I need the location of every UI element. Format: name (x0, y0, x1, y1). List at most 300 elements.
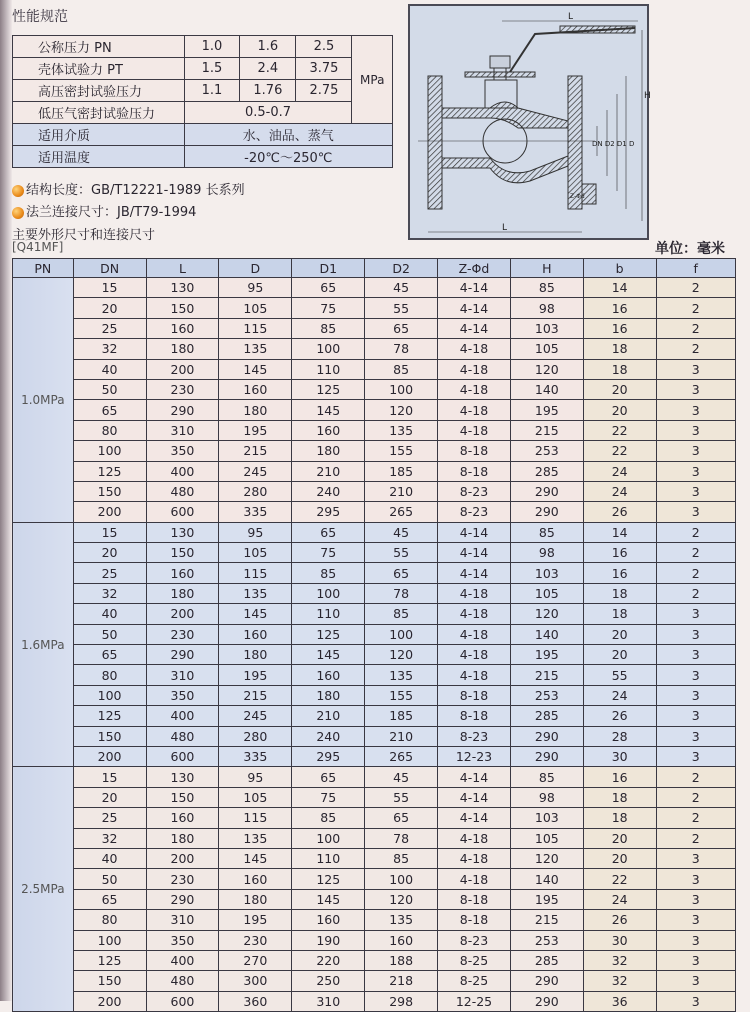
table-cell-h: 285 (510, 706, 583, 726)
table-cell-l: 130 (146, 767, 219, 787)
note-text: 法兰连接尺寸：JB/T79-1994 (26, 205, 197, 220)
table-cell-d2: 65 (365, 318, 438, 338)
table-cell-l: 290 (146, 645, 219, 665)
table-cell-d2: 100 (365, 379, 438, 399)
table-cell-d1: 100 (292, 828, 365, 848)
table-cell-l: 480 (146, 726, 219, 746)
table-cell-f: 2 (656, 298, 736, 318)
table-cell-f: 2 (656, 543, 736, 563)
table-cell-d1: 100 (292, 339, 365, 359)
table-cell-d2: 265 (365, 746, 438, 766)
table-cell-l: 180 (146, 339, 219, 359)
table-cell-b: 18 (583, 787, 656, 807)
table-cell-f: 2 (656, 828, 736, 848)
table-cell-d2: 100 (365, 869, 438, 889)
table-cell-d1: 145 (292, 889, 365, 909)
table-cell-f: 3 (656, 726, 736, 746)
table-row (13, 848, 736, 868)
table-cell-h: 290 (510, 481, 583, 501)
table-cell-d: 115 (219, 808, 292, 828)
table-cell-l: 290 (146, 400, 219, 420)
table-cell-l: 150 (146, 787, 219, 807)
spec-label: 壳体试验力 PT (13, 58, 185, 80)
table-cell-dn: 50 (73, 624, 146, 644)
table-cell-d: 180 (219, 400, 292, 420)
table-cell-zd: 4-18 (438, 359, 511, 379)
table-cell-dn: 125 (73, 950, 146, 970)
table-cell-dn: 80 (73, 910, 146, 930)
table-cell-dn: 65 (73, 400, 146, 420)
table-cell-dn: 100 (73, 685, 146, 705)
table-row (13, 400, 736, 420)
table-cell-dn: 25 (73, 808, 146, 828)
table-row (13, 828, 736, 848)
dimensions-title: 主要外形尺寸和连接尺寸 (12, 228, 156, 243)
table-cell-zd: 8-23 (438, 930, 511, 950)
table-cell-d1: 180 (292, 685, 365, 705)
table-cell-f: 3 (656, 950, 736, 970)
table-cell-f: 3 (656, 685, 736, 705)
table-cell-d: 160 (219, 624, 292, 644)
table-cell-l: 350 (146, 930, 219, 950)
table-cell-f: 3 (656, 706, 736, 726)
table-cell-zd: 4-18 (438, 828, 511, 848)
table-row (13, 726, 736, 746)
table-cell-f: 3 (656, 359, 736, 379)
table-cell-d: 215 (219, 441, 292, 461)
table-cell-d: 245 (219, 461, 292, 481)
table-cell-h: 290 (510, 971, 583, 991)
performance-spec-table (12, 35, 393, 168)
table-cell-d2: 218 (365, 971, 438, 991)
table-cell-d: 245 (219, 706, 292, 726)
table-row (13, 645, 736, 665)
table-cell-dn: 100 (73, 930, 146, 950)
table-cell-d: 195 (219, 420, 292, 440)
body-top (442, 102, 568, 128)
table-cell-b: 16 (583, 543, 656, 563)
table-cell-d: 180 (219, 645, 292, 665)
spec-row (13, 146, 393, 168)
table-cell-d2: 45 (365, 767, 438, 787)
table-cell-l: 400 (146, 706, 219, 726)
table-cell-d2: 155 (365, 441, 438, 461)
table-row (13, 706, 736, 726)
table-cell-h: 140 (510, 624, 583, 644)
spec-value: 2.5 (296, 36, 352, 58)
table-row (13, 379, 736, 399)
table-cell-h: 98 (510, 298, 583, 318)
spec-row (13, 36, 393, 58)
table-cell-d2: 78 (365, 583, 438, 603)
table-cell-d2: 135 (365, 665, 438, 685)
table-cell-b: 22 (583, 441, 656, 461)
table-cell-zd: 8-18 (438, 441, 511, 461)
table-cell-d1: 75 (292, 298, 365, 318)
spec-label: 高压密封试验压力 (13, 80, 185, 102)
table-row (13, 461, 736, 481)
spec-unit: MPa (352, 36, 393, 124)
column-header: H (510, 259, 583, 278)
table-cell-d1: 75 (292, 787, 365, 807)
table-cell-dn: 200 (73, 746, 146, 766)
table-cell-h: 120 (510, 848, 583, 868)
table-cell-h: 195 (510, 400, 583, 420)
table-cell-d2: 85 (365, 359, 438, 379)
table-cell-dn: 65 (73, 645, 146, 665)
table-cell-dn: 20 (73, 298, 146, 318)
column-header: L (146, 259, 219, 278)
table-row (13, 481, 736, 501)
table-cell-b: 36 (583, 991, 656, 1011)
table-cell-dn: 150 (73, 481, 146, 501)
table-row (13, 971, 736, 991)
table-row (13, 869, 736, 889)
table-cell-l: 400 (146, 950, 219, 970)
table-cell-zd: 8-18 (438, 461, 511, 481)
table-cell-b: 20 (583, 645, 656, 665)
table-cell-l: 130 (146, 522, 219, 542)
table-cell-b: 20 (583, 828, 656, 848)
table-cell-h: 253 (510, 685, 583, 705)
table-cell-f: 2 (656, 522, 736, 542)
table-cell-d: 335 (219, 746, 292, 766)
table-cell-zd: 4-14 (438, 543, 511, 563)
table-cell-l: 150 (146, 543, 219, 563)
table-cell-dn: 32 (73, 828, 146, 848)
table-cell-l: 160 (146, 318, 219, 338)
table-row (13, 278, 736, 298)
table-cell-f: 3 (656, 930, 736, 950)
table-cell-d1: 145 (292, 400, 365, 420)
table-cell-dn: 15 (73, 278, 146, 298)
table-cell-h: 103 (510, 808, 583, 828)
table-cell-d: 95 (219, 522, 292, 542)
table-cell-h: 105 (510, 583, 583, 603)
table-cell-zd: 12-25 (438, 991, 511, 1011)
table-cell-zd: 4-18 (438, 604, 511, 624)
table-cell-d2: 65 (365, 808, 438, 828)
spec-value: 1.6 (240, 36, 296, 58)
table-cell-d1: 110 (292, 604, 365, 624)
table-cell-d2: 55 (365, 787, 438, 807)
table-cell-d: 195 (219, 910, 292, 930)
note-item (12, 202, 245, 224)
table-cell-d1: 180 (292, 441, 365, 461)
table-cell-dn: 40 (73, 604, 146, 624)
handle-grip (560, 26, 635, 33)
table-cell-d: 95 (219, 767, 292, 787)
table-cell-l: 600 (146, 502, 219, 522)
table-cell-dn: 40 (73, 359, 146, 379)
table-cell-d: 300 (219, 971, 292, 991)
table-cell-b: 16 (583, 318, 656, 338)
stem-nut (490, 56, 510, 68)
table-cell-d1: 85 (292, 563, 365, 583)
right-flange (568, 76, 582, 209)
table-cell-dn: 125 (73, 706, 146, 726)
table-cell-f: 3 (656, 379, 736, 399)
table-cell-dn: 65 (73, 889, 146, 909)
table-cell-l: 350 (146, 685, 219, 705)
table-cell-d: 135 (219, 828, 292, 848)
table-row (13, 522, 736, 542)
table-header-row (13, 259, 736, 278)
column-header: f (656, 259, 736, 278)
table-row (13, 604, 736, 624)
table-cell-h: 215 (510, 665, 583, 685)
table-cell-d: 280 (219, 726, 292, 746)
table-cell-dn: 125 (73, 461, 146, 481)
table-cell-d1: 110 (292, 359, 365, 379)
table-row (13, 746, 736, 766)
table-cell-d: 115 (219, 563, 292, 583)
table-cell-d2: 265 (365, 502, 438, 522)
dimensions-table (12, 258, 736, 1012)
table-cell-zd: 8-25 (438, 971, 511, 991)
table-cell-zd: 8-18 (438, 910, 511, 930)
table-cell-b: 14 (583, 278, 656, 298)
spec-label: 低压气密封试验压力 (13, 102, 185, 124)
table-cell-f: 2 (656, 767, 736, 787)
table-cell-l: 310 (146, 910, 219, 930)
table-cell-f: 2 (656, 583, 736, 603)
table-cell-d1: 65 (292, 278, 365, 298)
table-cell-zd: 8-23 (438, 502, 511, 522)
table-cell-l: 480 (146, 971, 219, 991)
table-cell-d2: 45 (365, 522, 438, 542)
table-cell-l: 200 (146, 604, 219, 624)
table-cell-d1: 240 (292, 726, 365, 746)
table-cell-zd: 4-18 (438, 869, 511, 889)
page-binding-edge (0, 0, 12, 1001)
table-cell-h: 253 (510, 441, 583, 461)
table-cell-d2: 65 (365, 563, 438, 583)
body-bottom (442, 156, 568, 183)
table-cell-f: 2 (656, 278, 736, 298)
table-cell-d1: 110 (292, 848, 365, 868)
spec-value: 3.75 (296, 58, 352, 80)
handle (510, 28, 635, 72)
table-cell-b: 18 (583, 808, 656, 828)
table-cell-d2: 188 (365, 950, 438, 970)
table-cell-h: 105 (510, 828, 583, 848)
table-cell-zd: 4-14 (438, 808, 511, 828)
table-cell-l: 230 (146, 379, 219, 399)
table-cell-f: 3 (656, 441, 736, 461)
table-row (13, 502, 736, 522)
table-cell-d1: 240 (292, 481, 365, 501)
table-cell-f: 2 (656, 808, 736, 828)
table-cell-d2: 78 (365, 828, 438, 848)
dim-label-h: H (644, 91, 651, 101)
model-tag: [Q41MF] (12, 240, 64, 254)
table-cell-f: 3 (656, 461, 736, 481)
table-cell-b: 22 (583, 869, 656, 889)
table-cell-d2: 85 (365, 604, 438, 624)
table-cell-d1: 125 (292, 869, 365, 889)
table-cell-d: 105 (219, 543, 292, 563)
table-cell-b: 14 (583, 522, 656, 542)
table-cell-b: 20 (583, 624, 656, 644)
table-cell-d: 145 (219, 604, 292, 624)
table-cell-d2: 155 (365, 685, 438, 705)
table-cell-b: 26 (583, 910, 656, 930)
table-cell-b: 24 (583, 461, 656, 481)
table-cell-b: 20 (583, 848, 656, 868)
table-cell-b: 32 (583, 950, 656, 970)
dim-label-l-top: L (568, 12, 574, 22)
table-cell-b: 16 (583, 563, 656, 583)
spec-value: 2.75 (296, 80, 352, 102)
table-cell-b: 24 (583, 889, 656, 909)
table-cell-d2: 210 (365, 481, 438, 501)
spec-row (13, 58, 393, 80)
table-cell-zd: 8-23 (438, 481, 511, 501)
table-cell-b: 16 (583, 298, 656, 318)
table-cell-zd: 4-14 (438, 318, 511, 338)
table-cell-d2: 298 (365, 991, 438, 1011)
table-cell-dn: 40 (73, 848, 146, 868)
table-cell-dn: 100 (73, 441, 146, 461)
table-cell-d1: 125 (292, 624, 365, 644)
table-cell-l: 480 (146, 481, 219, 501)
table-cell-d2: 135 (365, 420, 438, 440)
table-cell-l: 230 (146, 869, 219, 889)
table-cell-b: 24 (583, 481, 656, 501)
table-cell-dn: 200 (73, 991, 146, 1011)
table-row (13, 339, 736, 359)
table-cell-dn: 15 (73, 767, 146, 787)
table-cell-d: 115 (219, 318, 292, 338)
table-row (13, 685, 736, 705)
table-cell-d: 105 (219, 298, 292, 318)
table-cell-h: 215 (510, 420, 583, 440)
table-cell-h: 120 (510, 359, 583, 379)
table-cell-b: 18 (583, 604, 656, 624)
table-cell-l: 150 (146, 298, 219, 318)
table-cell-d: 135 (219, 339, 292, 359)
table-cell-zd: 4-18 (438, 379, 511, 399)
valve-drawing-svg (410, 6, 651, 238)
table-row (13, 787, 736, 807)
left-flange (428, 76, 442, 209)
table-cell-f: 2 (656, 339, 736, 359)
table-cell-h: 285 (510, 950, 583, 970)
table-cell-d1: 85 (292, 318, 365, 338)
table-cell-f: 3 (656, 481, 736, 501)
spec-value: -20℃～250℃ (184, 146, 392, 168)
table-cell-zd: 4-14 (438, 787, 511, 807)
table-cell-f: 2 (656, 787, 736, 807)
table-cell-l: 200 (146, 848, 219, 868)
table-cell-d1: 145 (292, 645, 365, 665)
table-row (13, 583, 736, 603)
table-cell-d: 215 (219, 685, 292, 705)
table-row (13, 624, 736, 644)
table-cell-b: 28 (583, 726, 656, 746)
table-cell-d2: 185 (365, 461, 438, 481)
table-cell-h: 98 (510, 543, 583, 563)
pn-group-label: 2.5MPa (13, 767, 74, 1012)
table-cell-d: 160 (219, 869, 292, 889)
table-cell-d: 335 (219, 502, 292, 522)
table-cell-d1: 100 (292, 583, 365, 603)
table-cell-d: 145 (219, 359, 292, 379)
table-cell-l: 130 (146, 278, 219, 298)
table-cell-d2: 85 (365, 848, 438, 868)
table-cell-f: 3 (656, 848, 736, 868)
spec-label: 适用温度 (13, 146, 185, 168)
table-cell-b: 20 (583, 379, 656, 399)
table-cell-d: 360 (219, 991, 292, 1011)
table-cell-l: 400 (146, 461, 219, 481)
table-cell-f: 3 (656, 971, 736, 991)
table-cell-h: 195 (510, 889, 583, 909)
spec-value: 2.4 (240, 58, 296, 80)
table-cell-l: 350 (146, 441, 219, 461)
table-cell-f: 3 (656, 991, 736, 1011)
unit-label: 单位：毫米 (655, 241, 725, 257)
table-cell-b: 32 (583, 971, 656, 991)
table-cell-d2: 55 (365, 298, 438, 318)
table-cell-l: 160 (146, 563, 219, 583)
table-cell-b: 30 (583, 746, 656, 766)
table-cell-b: 18 (583, 339, 656, 359)
table-cell-h: 120 (510, 604, 583, 624)
table-row (13, 318, 736, 338)
spec-value: 1.0 (184, 36, 240, 58)
column-header: b (583, 259, 656, 278)
table-cell-d2: 120 (365, 400, 438, 420)
table-cell-h: 290 (510, 746, 583, 766)
table-cell-dn: 200 (73, 502, 146, 522)
table-cell-dn: 25 (73, 318, 146, 338)
table-cell-d1: 295 (292, 502, 365, 522)
table-cell-d2: 100 (365, 624, 438, 644)
table-cell-h: 195 (510, 645, 583, 665)
table-cell-l: 180 (146, 583, 219, 603)
table-cell-h: 140 (510, 379, 583, 399)
spec-value: 0.5-0.7 (184, 102, 352, 124)
table-cell-h: 215 (510, 910, 583, 930)
table-row (13, 420, 736, 440)
table-cell-h: 105 (510, 339, 583, 359)
column-header: PN (13, 259, 74, 278)
table-row (13, 543, 736, 563)
table-cell-dn: 25 (73, 563, 146, 583)
table-cell-dn: 20 (73, 543, 146, 563)
table-cell-d: 280 (219, 481, 292, 501)
table-cell-d2: 210 (365, 726, 438, 746)
table-cell-zd: 4-18 (438, 624, 511, 644)
spec-row (13, 80, 393, 102)
table-cell-b: 22 (583, 420, 656, 440)
table-cell-zd: 8-23 (438, 726, 511, 746)
table-cell-d: 95 (219, 278, 292, 298)
table-cell-b: 55 (583, 665, 656, 685)
table-cell-h: 140 (510, 869, 583, 889)
table-cell-f: 3 (656, 502, 736, 522)
table-cell-d2: 135 (365, 910, 438, 930)
table-cell-f: 2 (656, 563, 736, 583)
table-cell-dn: 80 (73, 420, 146, 440)
table-cell-d1: 250 (292, 971, 365, 991)
table-cell-d1: 85 (292, 808, 365, 828)
note-text: 结构长度：GB/T12221-1989 长系列 (26, 183, 245, 198)
table-cell-d: 145 (219, 848, 292, 868)
spec-label: 公称压力 PN (13, 36, 185, 58)
